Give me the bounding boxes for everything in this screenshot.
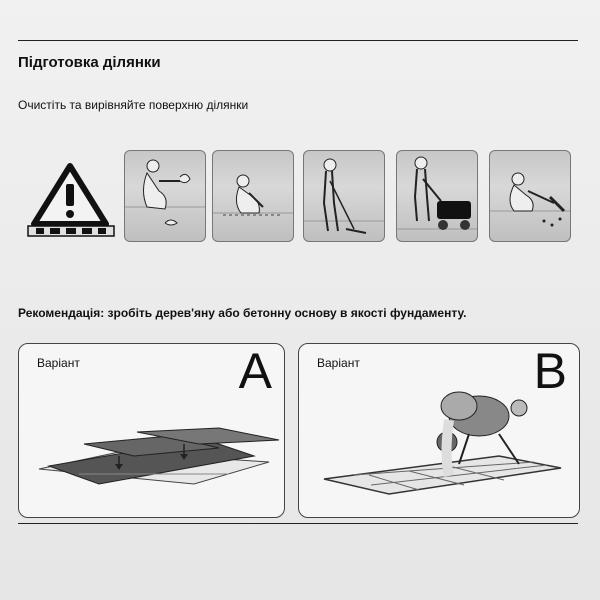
variant-b-label: Варіант: [317, 356, 360, 370]
leveling-soil-icon: [213, 151, 293, 241]
variant-a-card: [18, 343, 285, 518]
digging-icon: [490, 151, 570, 241]
raking-icon: [304, 151, 384, 241]
section-subtitle: Очистіть та вирівняйте поверхню ділянки: [18, 98, 249, 112]
foundation-recommendation: Рекомендація: зробіть дерев'яну або бетонну основу в якості фундаменту.: [18, 306, 467, 320]
step-raking: [303, 150, 385, 242]
variant-b-card: [298, 343, 580, 518]
top-divider: [18, 40, 578, 41]
step-clearing-weeds: [124, 150, 206, 242]
concrete-base-illustration: [299, 344, 579, 517]
step-leveling-soil: [212, 150, 294, 242]
wooden-base-illustration: [19, 344, 284, 517]
clearing-weeds-icon: [125, 151, 205, 241]
step-lawn-mowing: [396, 150, 478, 242]
lawn-mowing-icon: [397, 151, 477, 241]
variant-a-label: Варіант: [37, 356, 80, 370]
section-title: Підготовка ділянки: [18, 54, 161, 71]
variant-b-letter: B: [533, 343, 567, 399]
bottom-divider: [18, 523, 578, 524]
variant-a-letter: A: [238, 343, 272, 399]
warning-level-icon: [26, 162, 116, 242]
step-digging: [489, 150, 571, 242]
